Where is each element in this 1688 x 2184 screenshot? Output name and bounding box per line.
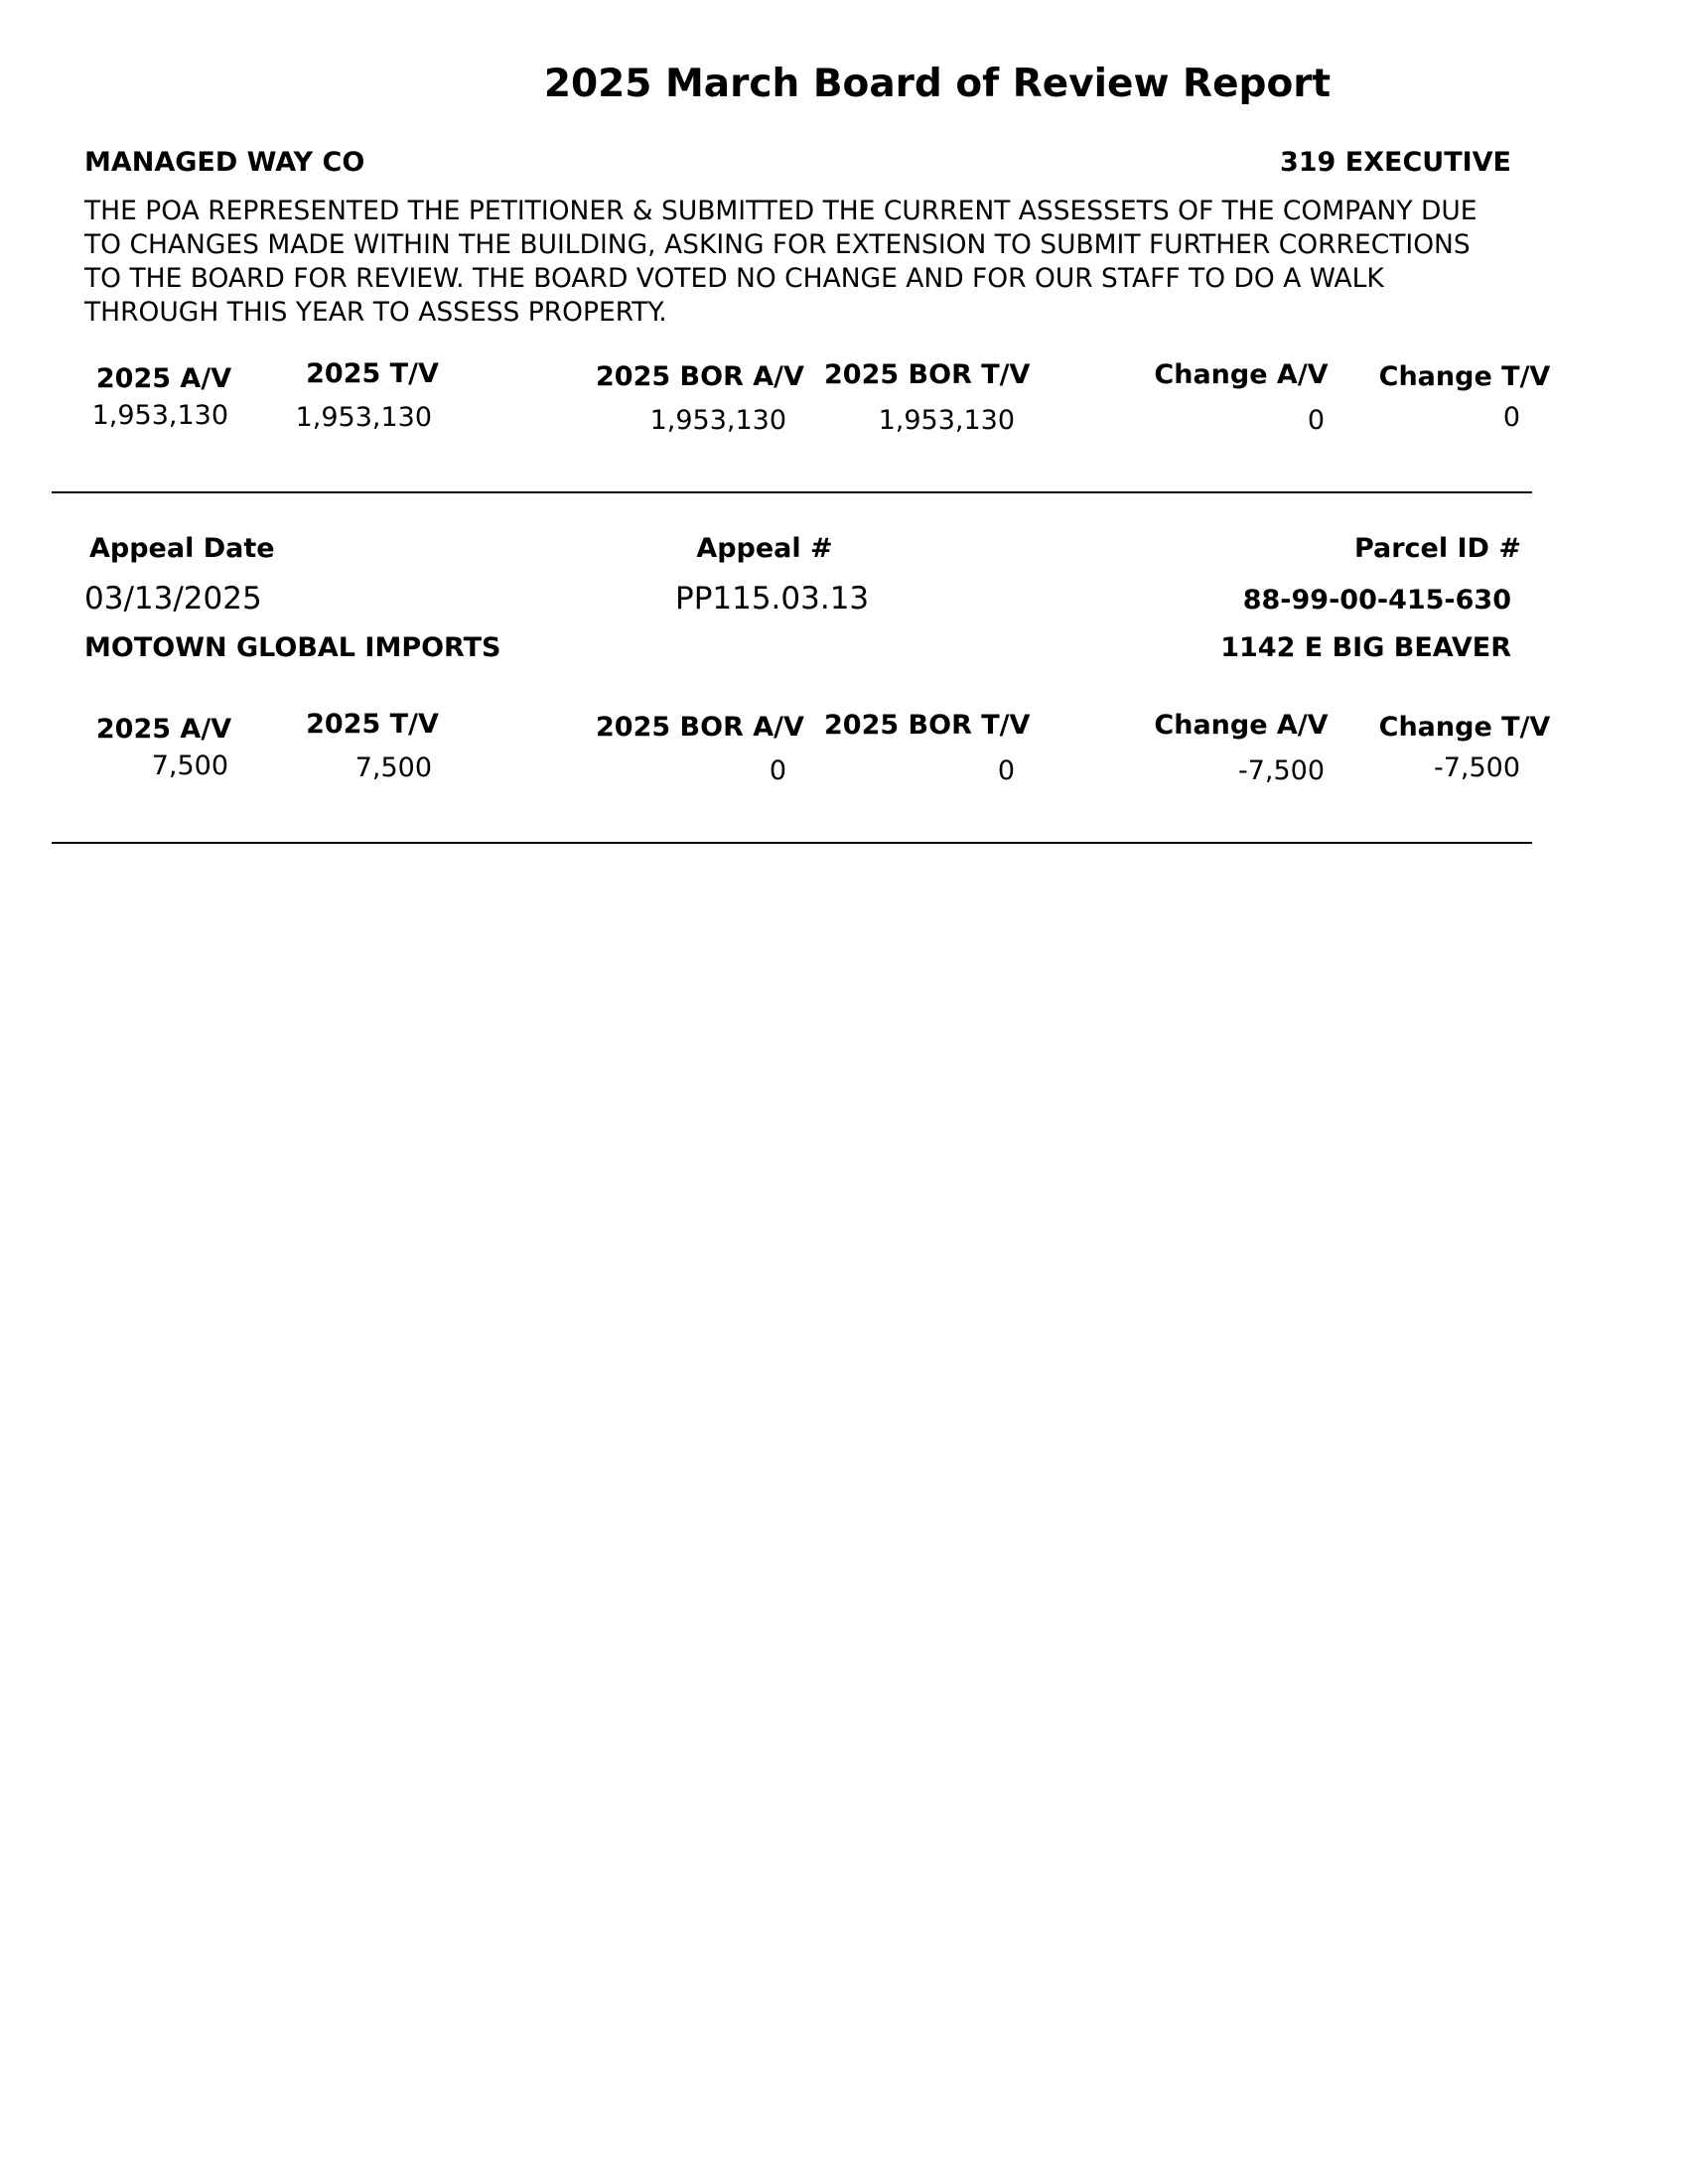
section-divider: [52, 491, 1532, 493]
appeal-number: PP115.03.13: [675, 581, 870, 616]
value-change-tv: -7,500: [1433, 752, 1520, 783]
header-av: 2025 A/V: [95, 363, 232, 394]
header-bor-tv: 2025 BOR T/V: [824, 710, 1031, 741]
header-change-tv: Change T/V: [1378, 361, 1551, 392]
appeal-date: 03/13/2025: [84, 581, 262, 616]
appeal-date-label: Appeal Date: [89, 533, 275, 564]
value-bor-tv: 1,953,130: [878, 405, 1015, 436]
review-note: THE POA REPRESENTED THE PETITIONER & SUBMITTED THE CURRENT ASSESSETS OF THE COMPANY DUE TO CHANGES MADE WITHIN THE BUILDING, ASKING FOR EXTENSION TO SUBMIT FURTHER CORRECTIONS TO THE BOARD FOR REVIEW. THE BOARD VOTED NO CHANGE AND FOR OUR STAFF TO DO A WALK THROUGH THIS YEAR TO ASSESS PROPERTY.: [84, 196, 1477, 328]
property-address: 1142 E BIG BEAVER: [1220, 632, 1511, 663]
property-address: 319 EXECUTIVE: [1279, 147, 1511, 178]
header-change-av: Change A/V: [1154, 359, 1329, 390]
value-tv: 7,500: [354, 752, 432, 783]
header-bor-av: 2025 BOR A/V: [596, 361, 804, 392]
parcel-id-label: Parcel ID #: [1353, 533, 1521, 564]
owner-name: MOTOWN GLOBAL IMPORTS: [84, 632, 501, 663]
section-divider: [52, 842, 1532, 844]
value-bor-av: 0: [769, 755, 786, 786]
value-av: 1,953,130: [91, 400, 228, 431]
value-change-av: -7,500: [1237, 755, 1325, 786]
header-av: 2025 A/V: [95, 714, 232, 745]
value-bor-tv: 0: [997, 755, 1015, 786]
value-change-tv: 0: [1502, 402, 1520, 433]
parcel-id: 88-99-00-415-630: [1242, 585, 1511, 615]
header-change-av: Change A/V: [1154, 710, 1329, 741]
header-tv: 2025 T/V: [306, 358, 439, 389]
value-av: 7,500: [151, 751, 228, 781]
header-change-tv: Change T/V: [1378, 712, 1551, 743]
header-bor-av: 2025 BOR A/V: [596, 712, 804, 743]
header-tv: 2025 T/V: [306, 709, 439, 740]
value-change-av: 0: [1307, 405, 1325, 436]
appeal-number-label: Appeal #: [696, 533, 833, 564]
owner-name: MANAGED WAY CO: [84, 147, 365, 178]
value-bor-av: 1,953,130: [649, 405, 786, 436]
report-title: 2025 March Board of Review Report: [543, 62, 1332, 106]
value-tv: 1,953,130: [295, 402, 432, 433]
header-bor-tv: 2025 BOR T/V: [824, 359, 1031, 390]
